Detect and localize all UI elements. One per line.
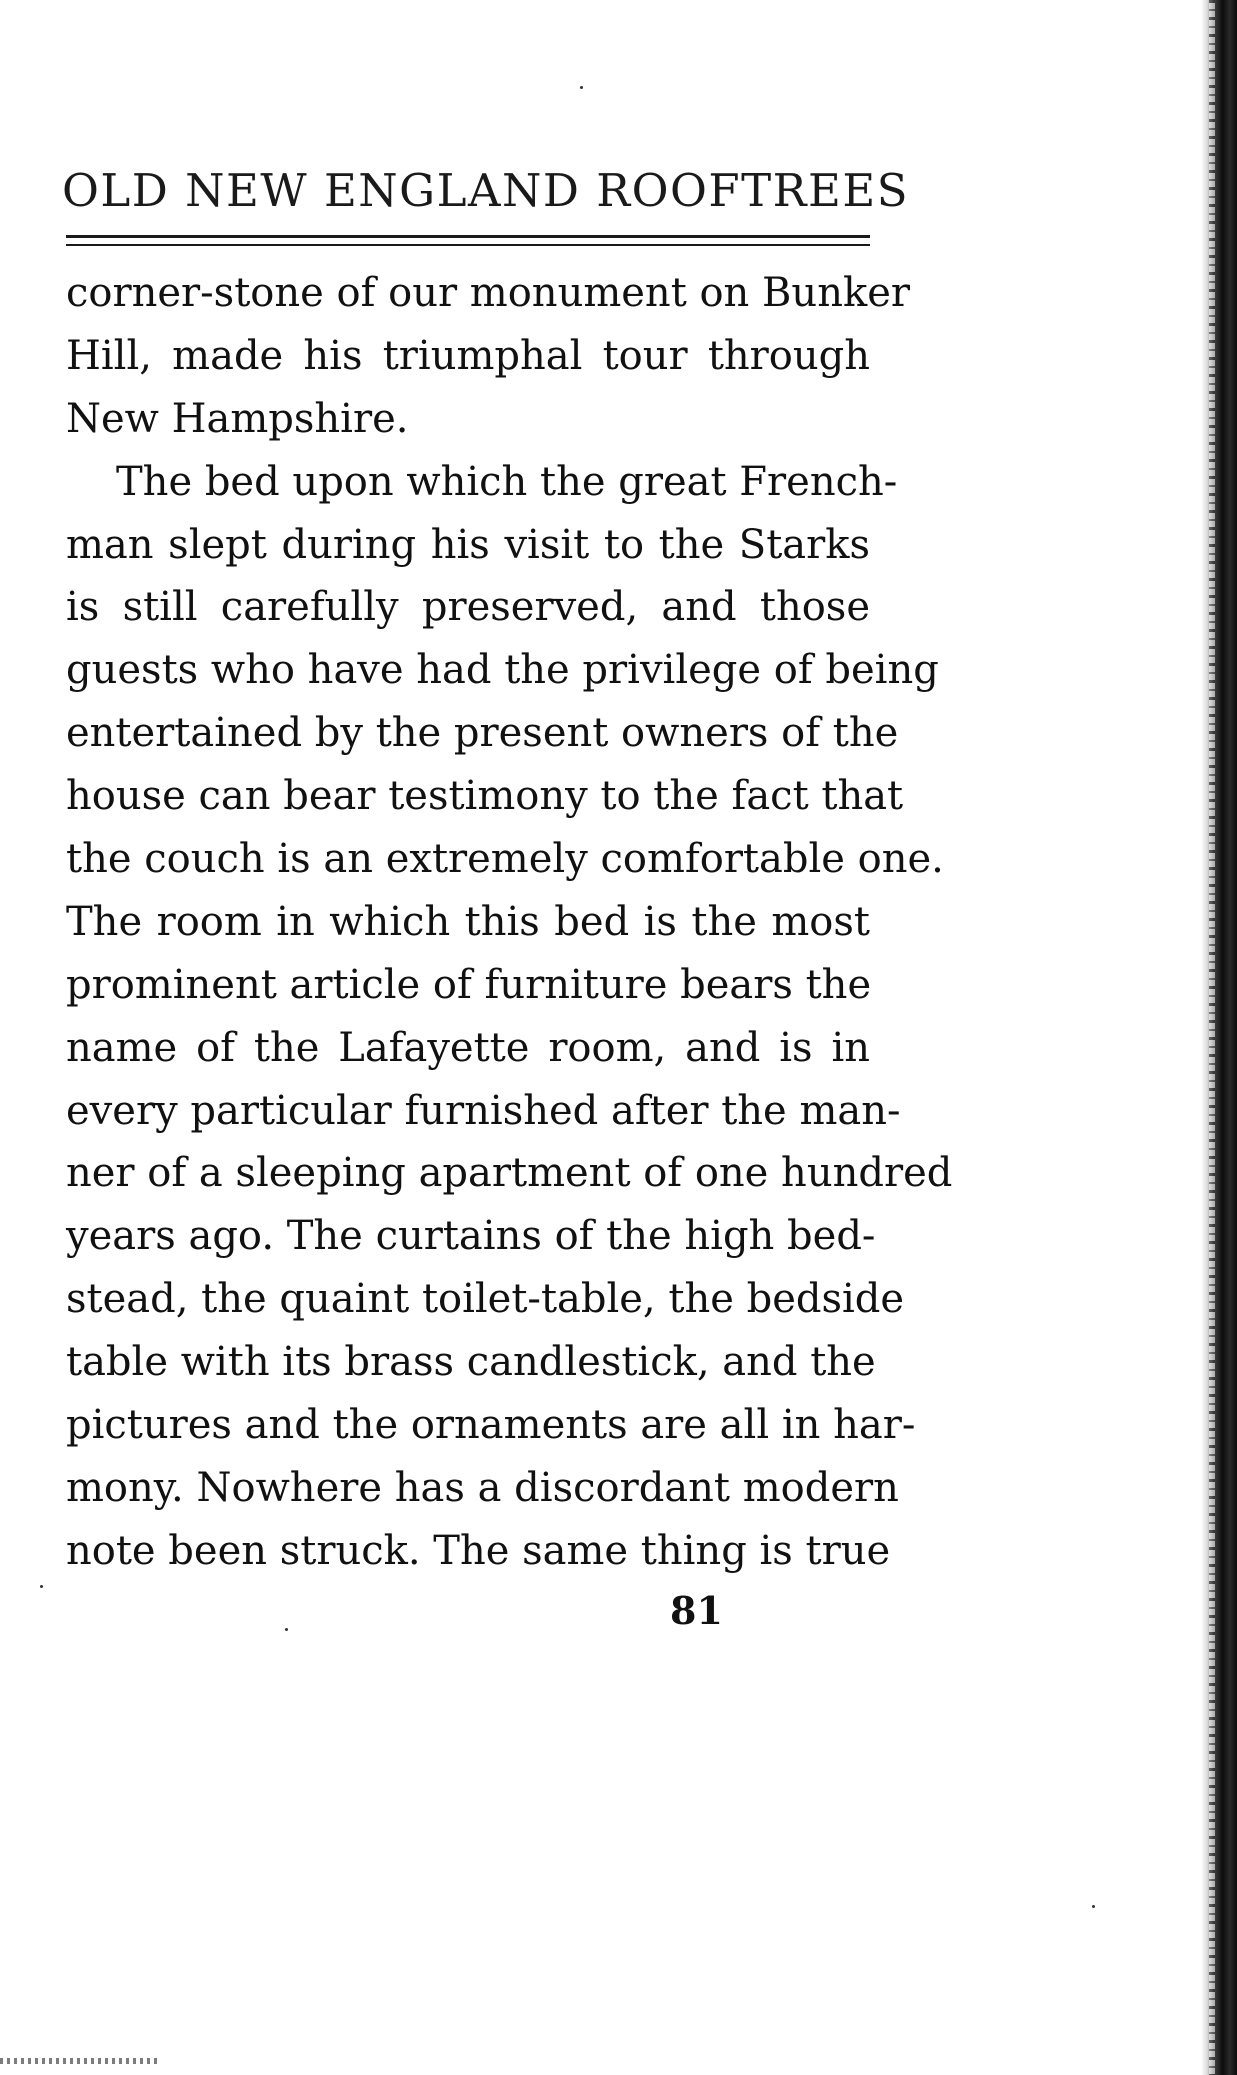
text-line: corner-stone of our monument on Bunker <box>66 270 910 316</box>
text-line: name of the Lafayette room, and is in <box>66 1024 870 1071</box>
body-text <box>66 262 953 1583</box>
text-line: note been struck. The same thing is true <box>66 1527 891 1574</box>
scan-speck <box>1092 1905 1095 1908</box>
header-rule-top <box>66 235 870 238</box>
running-head: OLD NEW ENGLAND ROOFTREES <box>62 164 910 217</box>
binding-edge <box>1201 0 1237 2075</box>
paragraph-start-line: The bed upon which the great French- <box>116 458 898 505</box>
text-line: years ago. The curtains of the high bed- <box>66 1213 876 1260</box>
text-line: man slept during his visit to the Starks <box>66 521 870 568</box>
text-line: The room in which this bed is the most <box>66 898 870 945</box>
text-line: mony. Nowhere has a discordant modern <box>66 1464 899 1511</box>
header-rule-bottom <box>66 244 870 246</box>
text-line: pictures and the ornaments are all in har- <box>66 1402 916 1449</box>
text-line: table with its brass candlestick, and the <box>66 1339 876 1386</box>
text-line: prominent article of furniture bears the <box>66 961 872 1008</box>
scan-smudge <box>0 2058 160 2064</box>
text-line: stead, the quaint toilet-table, the bedside <box>66 1276 905 1323</box>
text-line: New Hampshire. <box>66 395 409 442</box>
text-line: guests who have had the privilege of being <box>66 647 939 694</box>
text-line: ner of a sleeping apartment of one hundred <box>66 1150 953 1197</box>
text-line: Hill, made his triumphal tour through <box>66 332 870 379</box>
text-line: entertained by the present owners of the <box>66 710 899 757</box>
scan-speck <box>580 86 583 89</box>
text-line: every particular furnished after the man- <box>66 1087 901 1134</box>
page-number: 81 <box>670 1588 723 1633</box>
scan-speck <box>40 1585 43 1588</box>
text-line: house can bear testimony to the fact that <box>66 773 904 820</box>
scan-speck <box>285 1628 288 1631</box>
text-line: is still carefully preserved, and those <box>66 584 870 631</box>
text-line: the couch is an extremely comfortable one. <box>66 836 944 883</box>
